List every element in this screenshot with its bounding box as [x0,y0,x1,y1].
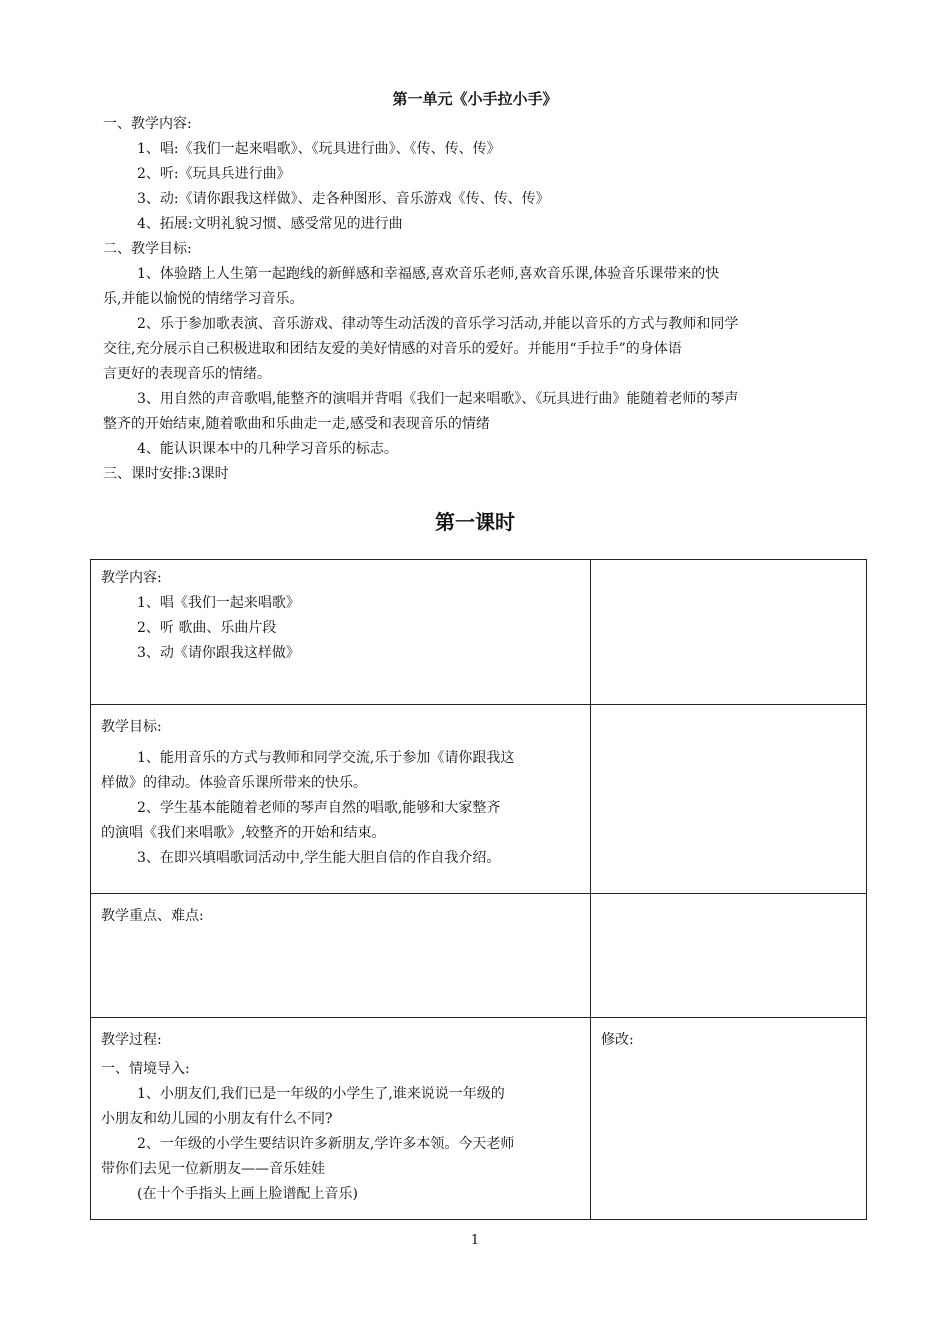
section-content [103,112,863,487]
process-cell [91,1018,591,1220]
goal-line: 2、学生基本能随着老师的琴声自然的唱歌,能够和大家整齐 [137,800,501,816]
text-line: 整齐的开始结束,随着歌曲和乐曲走一走,感受和表现音乐的情绪 [103,416,490,432]
goal-line: 3、在即兴填唱歌词活动中,学生能大胆自信的作自我介绍。 [137,850,501,866]
revision-cell [591,1018,867,1220]
text-line: 乐,并能以愉悦的情绪学习音乐。 [103,291,304,307]
goal-paragraph [103,312,863,387]
goal-line: 的演唱《我们来唱歌》,较整齐的开始和结束。 [101,825,386,841]
cell-label: 教学目标: [101,719,162,735]
list-item: 4、拓展:文明礼貌习惯、感受常见的进行曲 [137,216,403,232]
table-row [91,705,867,894]
process-line: 带你们去见一位新朋友——音乐娃娃 [101,1161,325,1177]
cell-label: 教学内容: [101,570,162,586]
list-item: 3、动:《请你跟我这样做》、走各种图形、音乐游戏《传、传、传》 [137,191,550,207]
text-line: 交往,充分展示自己积极进取和团结友爱的美好情感的对音乐的爱好。并能用“手拉手”的身体语 [103,341,682,357]
text-line: 1、体验踏上人生第一起跑线的新鲜感和幸福感,喜欢音乐老师,喜欢音乐课,体验音乐课带来的快 [137,266,720,282]
process-line: 1、小朋友们,我们已是一年级的小学生了,谁来说说一年级的 [137,1086,505,1102]
key-points-cell [91,894,591,1018]
cell-label: 教学过程: [101,1032,162,1048]
revision-label: 修改: [601,1032,634,1048]
list-item: 2、听:《玩具兵进行曲》 [137,166,291,182]
unit-title: 第一单元《小手拉小手》 [392,90,558,108]
text-line: 2、乐于参加歌表演、音乐游戏、律动等生动活泼的音乐学习活动,并能以音乐的方式与教师和同学 [137,316,739,332]
lesson-plan-table [90,559,867,1220]
lesson-title: 第一课时 [435,510,515,534]
table-row [91,1018,867,1220]
process-line: 2、一年级的小学生要结识许多新朋友,学许多本领。今天老师 [137,1136,515,1152]
content-cell [91,560,591,705]
table-row [91,894,867,1018]
process-line: (在十个手指头上画上脸谱配上音乐) [137,1186,358,1202]
notes-cell [591,894,867,1018]
page-number: 1 [470,1233,480,1248]
text-line: 3、用自然的声音歌唱,能整齐的演唱并背唱《我们一起来唱歌》、《玩具进行曲》能随着老师的琴声 [137,391,739,407]
list-item: 1、唱《我们一起来唱歌》 [137,595,300,611]
section-heading: 三、课时安排:3课时 [103,466,229,482]
list-item: 3、动《请你跟我这样做》 [137,645,300,661]
section-heading: 二、教学目标: [103,241,192,257]
goal-paragraph [103,387,863,437]
goal-paragraph [103,262,863,312]
section-heading: 一、情境导入: [101,1061,190,1077]
text-line: 言更好的表现音乐的情绪。 [103,366,271,382]
text-line: 4、能认识课本中的几种学习音乐的标志。 [137,441,398,457]
section-heading: 一、教学内容: [103,116,192,132]
notes-cell [591,560,867,705]
cell-label: 教学重点、难点: [101,908,204,924]
goal-line: 1、能用音乐的方式与教师和同学交流,乐于参加《请你跟我这 [137,750,515,766]
goal-line: 样做》的律动。体验音乐课所带来的快乐。 [101,775,367,791]
list-item: 2、听 歌曲、乐曲片段 [137,620,277,636]
goal-paragraph [103,437,863,462]
process-line: 小朋友和幼儿园的小朋友有什么不同? [101,1111,333,1127]
notes-cell [591,705,867,894]
goals-cell [91,705,591,894]
list-item: 1、唱:《我们一起来唱歌》、《玩具进行曲》、《传、传、传》 [137,141,501,157]
table-row [91,560,867,705]
